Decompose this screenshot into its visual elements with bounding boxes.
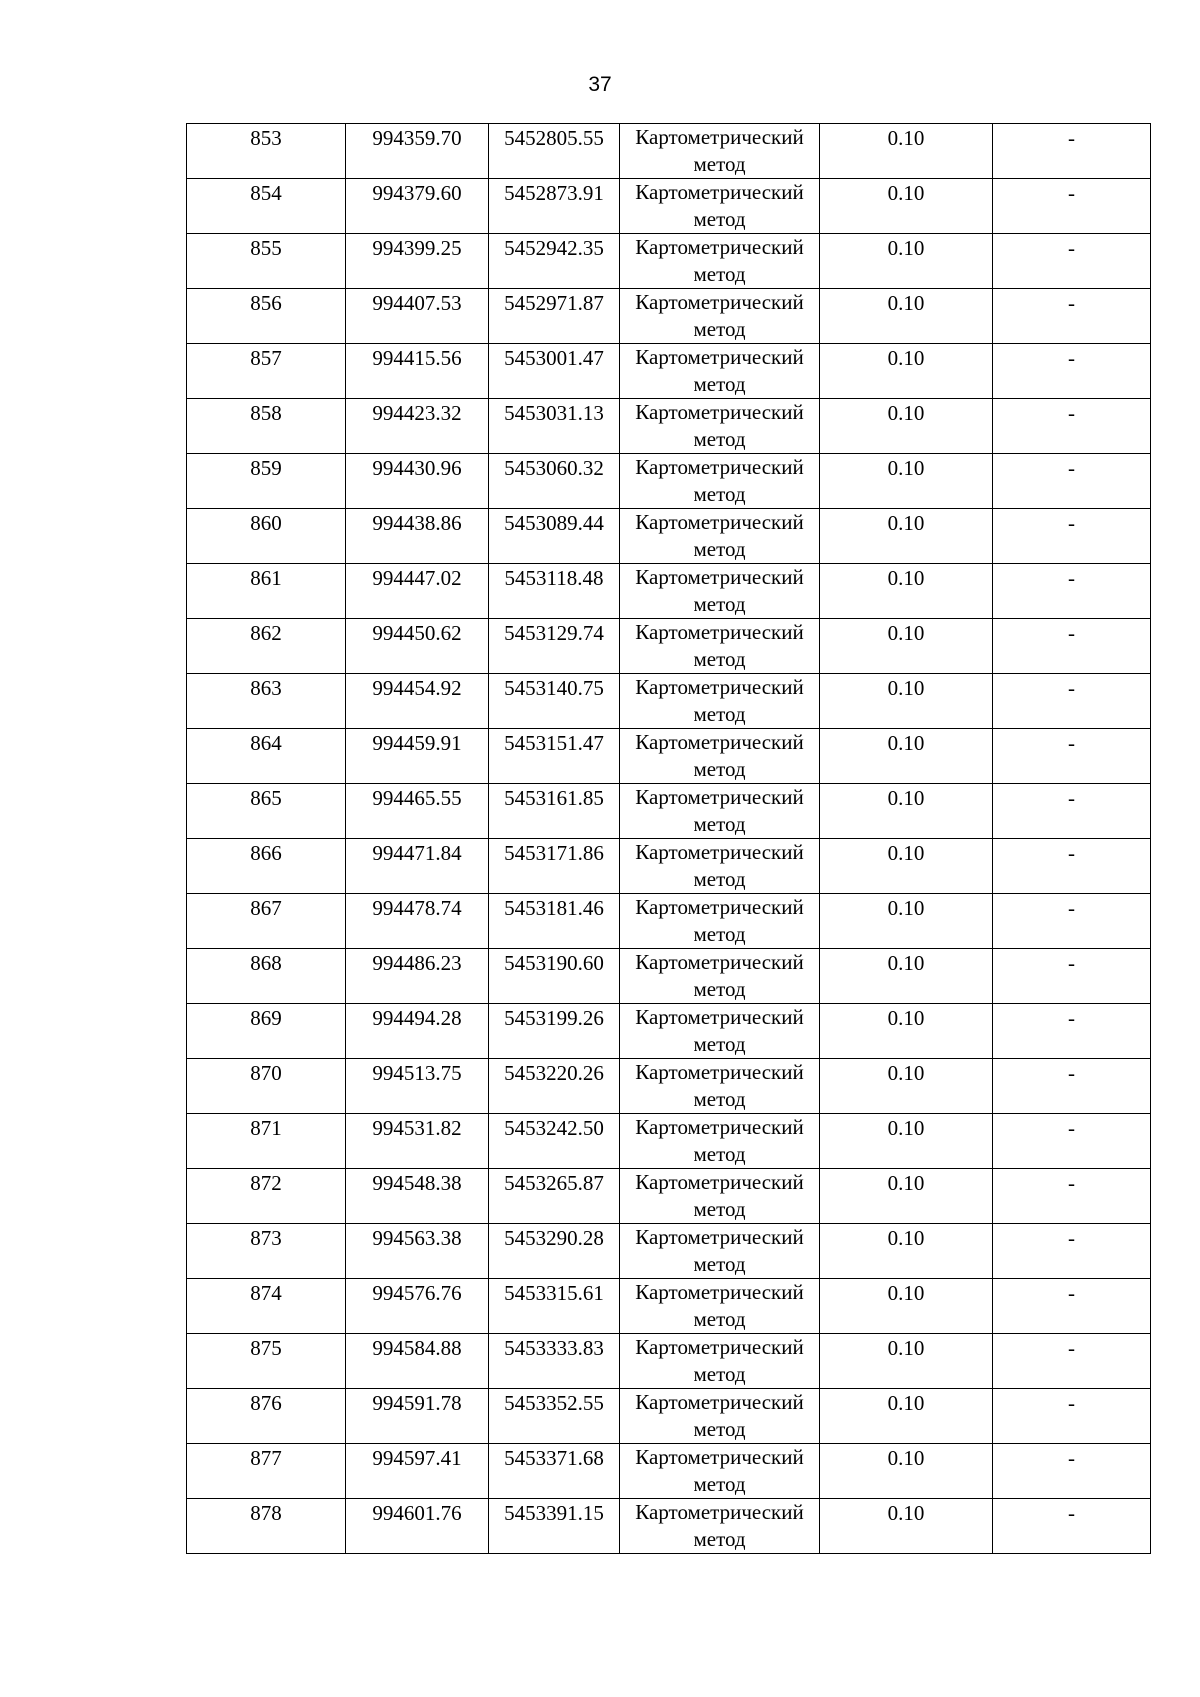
x-coordinate-cell: 994459.91 [346,729,489,784]
point-number-cell: 860 [187,509,346,564]
table-row [187,1389,1151,1444]
table-row [187,564,1151,619]
y-coordinate-cell: 5452971.87 [489,289,620,344]
note-cell: - [993,399,1151,454]
table-row [187,784,1151,839]
y-coordinate-cell: 5453190.60 [489,949,620,1004]
accuracy-cell: 0.10 [820,1334,993,1389]
accuracy-cell: 0.10 [820,1499,993,1554]
y-coordinate-cell: 5453031.13 [489,399,620,454]
method-cell: Картометрический метод [620,1444,820,1499]
y-coordinate-cell: 5453333.83 [489,1334,620,1389]
point-number-cell: 876 [187,1389,346,1444]
table-row [187,729,1151,784]
accuracy-cell: 0.10 [820,619,993,674]
table-row [187,289,1151,344]
y-coordinate-cell: 5453118.48 [489,564,620,619]
y-coordinate-cell: 5453161.85 [489,784,620,839]
x-coordinate-cell: 994563.38 [346,1224,489,1279]
y-coordinate-cell: 5453391.15 [489,1499,620,1554]
table-row [187,454,1151,509]
point-number-cell: 856 [187,289,346,344]
table-row [187,1279,1151,1334]
accuracy-cell: 0.10 [820,1389,993,1444]
accuracy-cell: 0.10 [820,1059,993,1114]
y-coordinate-cell: 5453151.47 [489,729,620,784]
x-coordinate-cell: 994399.25 [346,234,489,289]
table-row [187,509,1151,564]
x-coordinate-cell: 994494.28 [346,1004,489,1059]
accuracy-cell: 0.10 [820,1004,993,1059]
method-cell: Картометрический метод [620,564,820,619]
y-coordinate-cell: 5453371.68 [489,1444,620,1499]
method-cell: Картометрический метод [620,729,820,784]
method-cell: Картометрический метод [620,839,820,894]
method-cell: Картометрический метод [620,894,820,949]
method-cell: Картометрический метод [620,1279,820,1334]
note-cell: - [993,454,1151,509]
y-coordinate-cell: 5453129.74 [489,619,620,674]
table-row [187,1004,1151,1059]
accuracy-cell: 0.10 [820,674,993,729]
method-cell: Картометрический метод [620,674,820,729]
x-coordinate-cell: 994591.78 [346,1389,489,1444]
point-number-cell: 866 [187,839,346,894]
point-number-cell: 868 [187,949,346,1004]
y-coordinate-cell: 5453265.87 [489,1169,620,1224]
note-cell: - [993,1279,1151,1334]
point-number-cell: 871 [187,1114,346,1169]
x-coordinate-cell: 994415.56 [346,344,489,399]
x-coordinate-cell: 994430.96 [346,454,489,509]
method-cell: Картометрический метод [620,289,820,344]
table-row [187,179,1151,234]
accuracy-cell: 0.10 [820,1224,993,1279]
table-row [187,399,1151,454]
x-coordinate-cell: 994447.02 [346,564,489,619]
y-coordinate-cell: 5453140.75 [489,674,620,729]
table-row [187,1224,1151,1279]
note-cell: - [993,784,1151,839]
note-cell: - [993,1499,1151,1554]
coordinates-table [186,123,1151,1554]
method-cell: Картометрический метод [620,1059,820,1114]
point-number-cell: 861 [187,564,346,619]
note-cell: - [993,564,1151,619]
method-cell: Картометрический метод [620,1499,820,1554]
method-cell: Картометрический метод [620,179,820,234]
accuracy-cell: 0.10 [820,784,993,839]
point-number-cell: 869 [187,1004,346,1059]
x-coordinate-cell: 994513.75 [346,1059,489,1114]
point-number-cell: 863 [187,674,346,729]
note-cell: - [993,1389,1151,1444]
table-row [187,839,1151,894]
accuracy-cell: 0.10 [820,344,993,399]
note-cell: - [993,1114,1151,1169]
y-coordinate-cell: 5453089.44 [489,509,620,564]
accuracy-cell: 0.10 [820,509,993,564]
accuracy-cell: 0.10 [820,1114,993,1169]
note-cell: - [993,674,1151,729]
point-number-cell: 859 [187,454,346,509]
table-row [187,949,1151,1004]
y-coordinate-cell: 5453220.26 [489,1059,620,1114]
point-number-cell: 877 [187,1444,346,1499]
accuracy-cell: 0.10 [820,1169,993,1224]
x-coordinate-cell: 994471.84 [346,839,489,894]
point-number-cell: 867 [187,894,346,949]
point-number-cell: 862 [187,619,346,674]
point-number-cell: 853 [187,124,346,179]
accuracy-cell: 0.10 [820,1444,993,1499]
table-row [187,1499,1151,1554]
y-coordinate-cell: 5453199.26 [489,1004,620,1059]
accuracy-cell: 0.10 [820,454,993,509]
point-number-cell: 872 [187,1169,346,1224]
x-coordinate-cell: 994531.82 [346,1114,489,1169]
note-cell: - [993,509,1151,564]
method-cell: Картометрический метод [620,619,820,674]
accuracy-cell: 0.10 [820,839,993,894]
x-coordinate-cell: 994601.76 [346,1499,489,1554]
y-coordinate-cell: 5452873.91 [489,179,620,234]
y-coordinate-cell: 5453060.32 [489,454,620,509]
note-cell: - [993,124,1151,179]
x-coordinate-cell: 994548.38 [346,1169,489,1224]
method-cell: Картометрический метод [620,1224,820,1279]
x-coordinate-cell: 994486.23 [346,949,489,1004]
point-number-cell: 858 [187,399,346,454]
note-cell: - [993,1224,1151,1279]
accuracy-cell: 0.10 [820,179,993,234]
table-row [187,1444,1151,1499]
accuracy-cell: 0.10 [820,289,993,344]
accuracy-cell: 0.10 [820,234,993,289]
accuracy-cell: 0.10 [820,124,993,179]
note-cell: - [993,1004,1151,1059]
y-coordinate-cell: 5453352.55 [489,1389,620,1444]
note-cell: - [993,1059,1151,1114]
note-cell: - [993,894,1151,949]
x-coordinate-cell: 994584.88 [346,1334,489,1389]
note-cell: - [993,619,1151,674]
page-number: 37 [588,73,612,96]
table-row [187,619,1151,674]
x-coordinate-cell: 994465.55 [346,784,489,839]
table-row [187,894,1151,949]
point-number-cell: 873 [187,1224,346,1279]
method-cell: Картометрический метод [620,1169,820,1224]
point-number-cell: 874 [187,1279,346,1334]
accuracy-cell: 0.10 [820,894,993,949]
x-coordinate-cell: 994597.41 [346,1444,489,1499]
x-coordinate-cell: 994478.74 [346,894,489,949]
accuracy-cell: 0.10 [820,399,993,454]
y-coordinate-cell: 5452942.35 [489,234,620,289]
point-number-cell: 878 [187,1499,346,1554]
y-coordinate-cell: 5453242.50 [489,1114,620,1169]
y-coordinate-cell: 5452805.55 [489,124,620,179]
x-coordinate-cell: 994423.32 [346,399,489,454]
table-row [187,1334,1151,1389]
table-row [187,1059,1151,1114]
note-cell: - [993,949,1151,1004]
method-cell: Картометрический метод [620,454,820,509]
table-row [187,234,1151,289]
note-cell: - [993,1444,1151,1499]
x-coordinate-cell: 994438.86 [346,509,489,564]
method-cell: Картометрический метод [620,399,820,454]
coordinates-table-body [187,124,1151,1554]
y-coordinate-cell: 5453290.28 [489,1224,620,1279]
note-cell: - [993,729,1151,784]
note-cell: - [993,1169,1151,1224]
point-number-cell: 854 [187,179,346,234]
note-cell: - [993,839,1151,894]
point-number-cell: 865 [187,784,346,839]
method-cell: Картометрический метод [620,1004,820,1059]
point-number-cell: 857 [187,344,346,399]
table-row [187,674,1151,729]
method-cell: Картометрический метод [620,234,820,289]
point-number-cell: 870 [187,1059,346,1114]
x-coordinate-cell: 994450.62 [346,619,489,674]
note-cell: - [993,234,1151,289]
x-coordinate-cell: 994407.53 [346,289,489,344]
note-cell: - [993,289,1151,344]
method-cell: Картометрический метод [620,1334,820,1389]
x-coordinate-cell: 994454.92 [346,674,489,729]
x-coordinate-cell: 994359.70 [346,124,489,179]
method-cell: Картометрический метод [620,509,820,564]
accuracy-cell: 0.10 [820,949,993,1004]
accuracy-cell: 0.10 [820,564,993,619]
method-cell: Картометрический метод [620,1389,820,1444]
table-row [187,1114,1151,1169]
method-cell: Картометрический метод [620,784,820,839]
note-cell: - [993,344,1151,399]
point-number-cell: 855 [187,234,346,289]
note-cell: - [993,179,1151,234]
x-coordinate-cell: 994379.60 [346,179,489,234]
point-number-cell: 875 [187,1334,346,1389]
y-coordinate-cell: 5453001.47 [489,344,620,399]
accuracy-cell: 0.10 [820,1279,993,1334]
y-coordinate-cell: 5453171.86 [489,839,620,894]
x-coordinate-cell: 994576.76 [346,1279,489,1334]
method-cell: Картометрический метод [620,124,820,179]
method-cell: Картометрический метод [620,1114,820,1169]
point-number-cell: 864 [187,729,346,784]
table-row [187,344,1151,399]
table-row [187,124,1151,179]
y-coordinate-cell: 5453315.61 [489,1279,620,1334]
method-cell: Картометрический метод [620,344,820,399]
table-row [187,1169,1151,1224]
method-cell: Картометрический метод [620,949,820,1004]
y-coordinate-cell: 5453181.46 [489,894,620,949]
accuracy-cell: 0.10 [820,729,993,784]
note-cell: - [993,1334,1151,1389]
